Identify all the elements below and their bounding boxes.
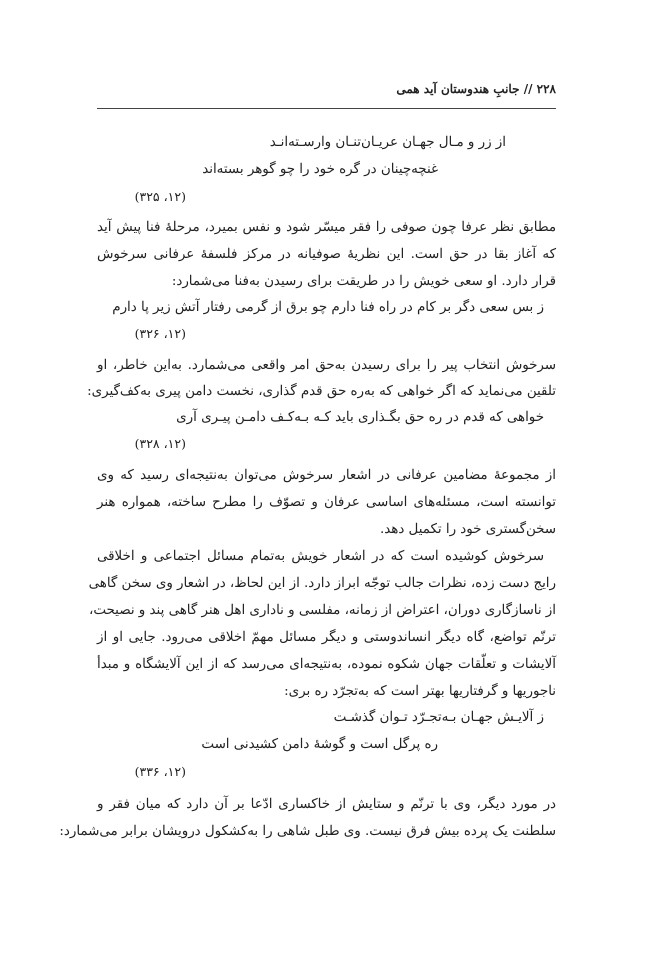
text-line: ره پرگل است و گوشهٔ دامن کشیدنی است	[201, 737, 438, 752]
citation-reference: (۱۲، ۳۲۸)	[134, 436, 186, 451]
text-line: سخن‌گستری خود را تکمیل دهد.	[379, 522, 556, 537]
text-line: ترنّم تواضع، گاه دیگر انساندوستی و دیگر مسائل مهمّ اخلاقی می‌رود. جایی او از	[97, 630, 556, 645]
text-line: قرار دارد. او سعی خویش را در طریقت برای رسیدن به‌فنا می‌شمارد:	[171, 274, 556, 289]
running-header	[97, 82, 556, 109]
text-line: سرخوش کوشیده است که در اشعار خویش به‌تمام مسائل اجتماعی و اخلاقی	[97, 549, 544, 564]
text-line: تلقین می‌نماید که اگر خواهی که به‌ره حق قدم گذاری، نخست دامن پیری به‌کف‌گیری:	[87, 384, 556, 399]
text-line: مطابق نظر عرفا چون صوفی را فقر میسّر شود و نفس بمیرد، مرحلهٔ فنا پیش آید	[97, 220, 556, 235]
text-line: از مجموعهٔ مضامین عرفانی در اشعار سرخوش می‌توان به‌نتیجه‌ای رسید که وی	[97, 468, 556, 483]
header-separator: //	[523, 82, 533, 96]
text-line: سرخوش انتخاب پیر را برای رسیدن به‌حق امر واقعی می‌شمارد. به‌این خاطر، او	[97, 358, 556, 373]
text-line: سلطنت یک پرده بیش فرق نیست. وی طبل شاهی را به‌کشکول درویشان برابر می‌شمارد:	[59, 824, 556, 839]
text-line: از ناسازگاری دوران، اعتراض از زمانه، مفلسی و ناداری اهل هنر گاهی پند و نصیحت،	[89, 603, 556, 618]
page-number: ۲۲۸	[536, 82, 556, 96]
citation-reference: (۱۲، ۳۳۶)	[134, 764, 186, 779]
text-line: خواهی که قدم در ره حق بگـذاری باید کـه بـه‌کـف دامـن پیـری آری	[176, 410, 544, 425]
running-title: جانبِ هندوستان آید همی	[396, 82, 520, 96]
text-line: رایج دست زده، نظرات جالب توجّه ابراز دارد. از این لحاظ، در اشعار وی سخن گاهی	[88, 576, 556, 591]
text-line: از زر و مـال جهـان عریـان‌تنـان وارسـته‌انـد	[269, 135, 506, 150]
text-line: ز بس سعی دگر بر کام در راه فنا دارم چو برق از گرمی رفتار آتش زیر پا دارم	[112, 300, 544, 315]
citation-reference: (۱۲، ۳۲۵)	[134, 189, 186, 204]
text-line: ناجوریها و گرفتاریها بهتر است که به‌تجرّد ره بری:	[284, 684, 556, 699]
citation-reference: (۱۲، ۳۲۶)	[134, 326, 186, 341]
text-line: غنچه‌چینان در گره خود را چو گوهر بسته‌اند	[202, 162, 438, 177]
text-line: توانسته است، مسئله‌های اساسی عرفان و تصوّف را مطرح ساخته، همواره هنر	[97, 495, 556, 510]
text-line: که آغاز بقا در حق است. این نظریهٔ صوفیانه در مرکز فلسفهٔ عرفانی سرخوش	[97, 247, 556, 262]
text-line: در مورد دیگر، وی با ترنّم و ستایش از خاکساری ادّعا بر آن دارد که میان فقر و	[97, 797, 556, 812]
text-line: ز آلایـش جهـان بـه‌تجـرّد تـوان گذشـت	[333, 710, 544, 725]
text-line: آلایشات و تعلّقات جهان شکوه نموده، به‌نتیجه‌ای می‌رسد که از این آلایشگاه و مبدأ	[97, 657, 556, 672]
